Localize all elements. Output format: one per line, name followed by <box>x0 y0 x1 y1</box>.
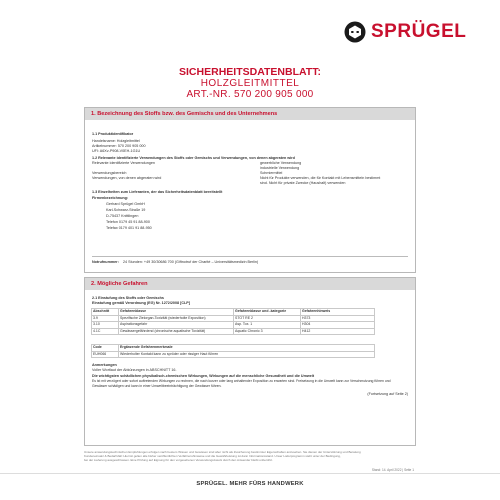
emergency-number: 24 Stunden: +49 30/30686 700 (Giftnotruf der Charité – Universitätsmedizin Berlin) <box>123 260 259 264</box>
table-cell: Aspirationsgefahr <box>119 322 234 329</box>
section-1 <box>84 107 416 273</box>
section-1-heading: 1. Bezeichnung des Stoffs bzw. des Gemischs und des Unternehmens <box>85 108 415 120</box>
effects-title: Die wichtigsten schädlichen physikalisch-chemischen Wirkungen, Wirkungen auf die menschliche Gesundheit und die Umwelt <box>92 374 315 378</box>
product-name: HOLZGLEITMITTEL <box>200 78 300 89</box>
s21-title: 2.1 Einstufung des Stoffs oder Gemischs <box>92 296 164 300</box>
s12-right: Nicht für Produkte verwenden, die für Kontakt mit Lebensmitteln bestimmt <box>260 176 381 180</box>
s12-right: industrielle Verwendung <box>260 166 300 170</box>
table-cell: Aquatic Chronic 3 <box>234 328 301 335</box>
table-cell: 3.10 <box>92 322 119 329</box>
table-cell: H412 <box>301 328 375 335</box>
table-header: Abschnitt <box>92 309 119 316</box>
s12-left: Verwendungsbereich <box>92 171 127 175</box>
remarks-text: Voller Wortlaut der Abkürzungen in ABSCHNITT 16. <box>92 368 177 372</box>
table-cell: 4.1C <box>92 328 119 335</box>
article-number: ART.-NR. 570 200 905 000 <box>186 89 314 100</box>
footer-slogan: SPRÜGEL. MEHR FÜRS HANDWERK <box>196 481 304 487</box>
table-header: Ergänzende Gefahrenmerkmale <box>119 345 375 352</box>
s21-subtitle: Einstufung gemäß Verordnung (EG) Nr. 1272/2008 [CLP] <box>92 301 190 305</box>
document-title-block <box>0 66 500 100</box>
s12-left: Relevante identifizierte Verwendungen <box>92 161 155 165</box>
section-2 <box>84 277 416 446</box>
s13-label: Firmenbezeichnung: <box>92 196 129 200</box>
s12-left: Verwendungen, von denen abgeraten wird <box>92 176 162 180</box>
table-cell: Wiederholter Kontakt kann zu spröder oder rissiger Haut führen <box>119 351 375 358</box>
footer-line: Unsere anwendungstechnischen Empfehlungen erfolgen nach bestem Wissen und Gewissen sind aber nicht als Zusicherung bestimmter Eigenschaften anzusehen. Sie dienen der Unterstützung und Beratung <box>84 451 361 454</box>
footer-divider <box>0 473 500 474</box>
emergency-label: Notrufnummer: <box>92 260 119 264</box>
s12-right: gewerbliche Verwendung <box>260 161 302 165</box>
effects-line: Gewässer schädigen und kann in einer Umweltbeeinträchtigung der Gewässer führen. <box>92 384 222 388</box>
table-header-row <box>92 309 375 316</box>
supplier-line: Gerhard Sprügel GmbH <box>106 202 145 206</box>
brand-logo <box>344 17 494 47</box>
s12-title: 1.2 Relevante identifizierte Verwendungen des Stoffs oder Gemischs und Verwendungen, von denen abgeraten wird <box>92 156 295 160</box>
table-header: Code <box>92 345 119 352</box>
s12-right: sind. Nicht für private Zwecke (Haushalt) verwenden <box>260 181 346 185</box>
table-cell: 3.9 <box>92 315 119 322</box>
table-cell: Asp. Tox. 1 <box>234 322 301 329</box>
sprugel-logo-icon <box>344 21 366 43</box>
table-row <box>92 328 375 335</box>
table-cell: H373 <box>301 315 375 322</box>
divider <box>92 256 408 257</box>
table-header: Gefahrenklasse und -kategorie <box>234 309 301 316</box>
table-cell: Gewässergefährdend (chronische aquatische Toxizität) <box>119 328 234 335</box>
classification-table <box>91 308 375 335</box>
table-cell: EUH066 <box>92 351 119 358</box>
footer-line: bei der Lieferung ausgeschlossen. Eine Prüfung auf Eignung für den vorgesehenen Verwendungszweck durch den Anwender bleibt unberührt. <box>84 458 273 462</box>
footer-date: Stand: 14. April 2022 | Seite 1 <box>371 468 414 472</box>
table-row <box>92 351 375 358</box>
section-2-heading: 2. Mögliche Gefahren <box>85 278 415 290</box>
continued-note: (Fortsetzung auf Seite 2) <box>367 392 408 396</box>
table-row <box>92 315 375 322</box>
s13-title: 1.3 Einzelheiten zum Lieferanten, der das Sicherheitsdatenblatt bereitstellt <box>92 190 223 194</box>
s11-line: Handelsname: Holzgleitmittel <box>92 139 140 143</box>
table-header-row <box>92 345 375 352</box>
table-cell: STOT RE 2 <box>234 315 301 322</box>
hazard-features-table <box>91 344 375 358</box>
effects-line: Es ist mit verzögert oder sofort auftretenden Wirkungen zu rechnen, die nach kurzer oder lang anhaltender Exposition zu erwarten sind. Freisetzung in die Umwelt kann zur Verschmutzung führen und <box>92 379 391 383</box>
s11-title: 1.1 Produktidentifikator <box>92 132 134 136</box>
supplier-line: Karl-Schwarz-Straße 19 <box>106 208 146 212</box>
s12-right: Schmiermittel <box>260 171 283 175</box>
table-header: Gefahrenklasse <box>119 309 234 316</box>
footer-line: Kundeneinsatz & Bedarfsfall: Hiermit gelten alle bisher veröffentlichten Verfahrenshinweise und die Gewährleistung ist dann Informationsstand. Unser Lieferprogramm steht unter der Bedingung, <box>84 454 341 458</box>
table-cell: Spezifische Zielorgan-Toxizität (wiederholte Exposition) <box>119 315 234 322</box>
document-title: SICHERHEITSDATENBLATT: <box>179 66 321 78</box>
table-row <box>92 322 375 329</box>
table-cell: H304 <box>301 322 375 329</box>
table-header: Gefahrenhinweis <box>301 309 375 316</box>
supplier-line: Telefon 0179 45 91 88-900 <box>106 220 150 224</box>
footer-disclaimer <box>84 451 414 463</box>
s11-line: Artikelnummer: 570 200 905 000 <box>92 144 146 148</box>
supplier-line: Telefax 0179 401 91 88-950 <box>106 226 152 230</box>
s11-line: UFI: A6Xv-P908-V0EH-1G1U <box>92 149 141 153</box>
supplier-line: D-75437 Knittlingen <box>106 214 139 218</box>
remarks-title: Anmerkungen <box>92 363 117 367</box>
brand-name: SPRÜGEL <box>371 21 467 42</box>
